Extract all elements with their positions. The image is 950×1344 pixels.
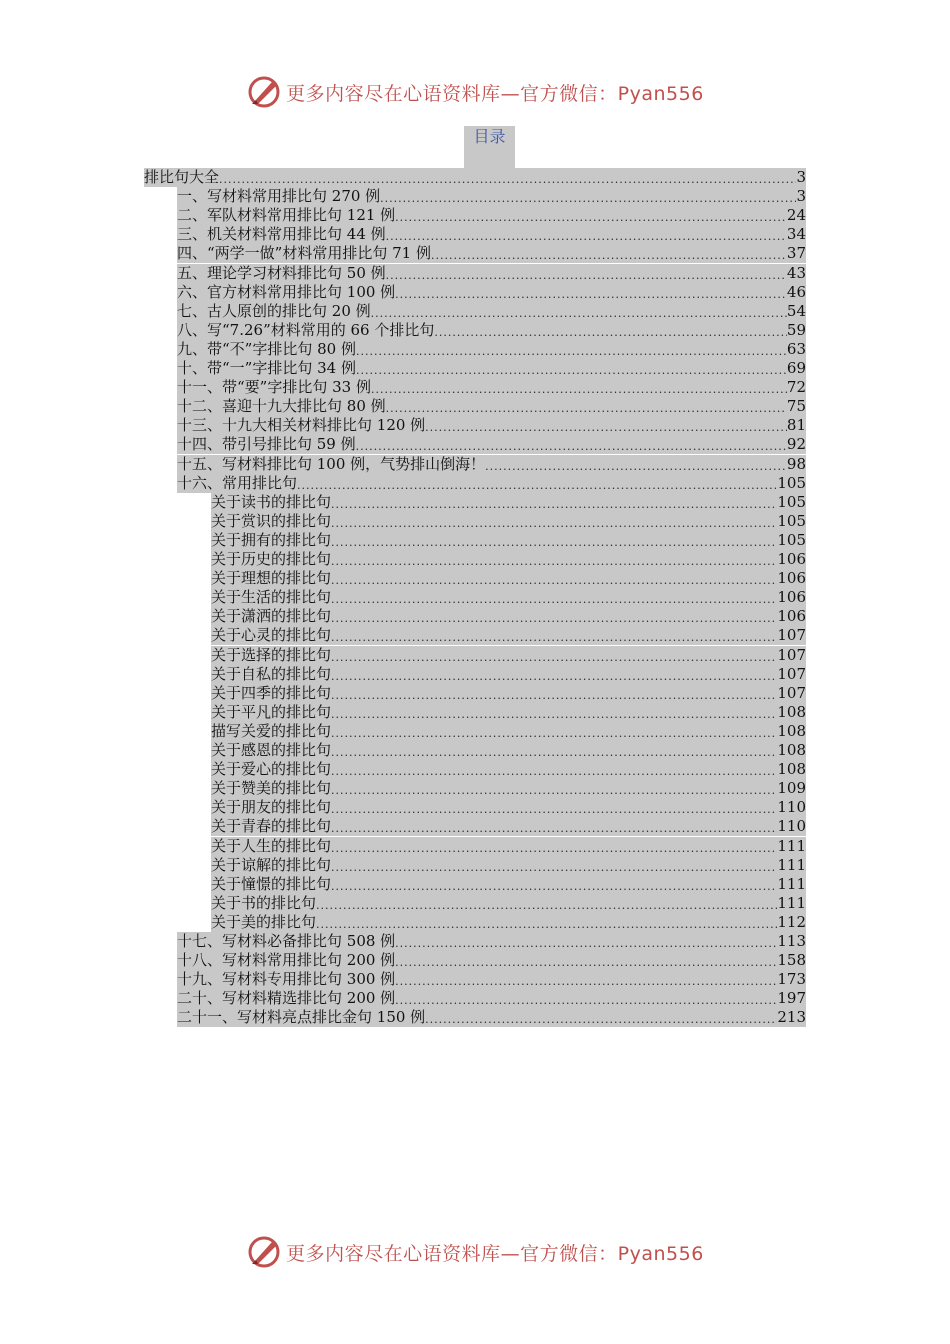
toc-entry-title: 二、军队材料常用排比句 121 例 bbox=[177, 206, 396, 225]
toc-entry-title: 三、机关材料常用排比句 44 例 bbox=[177, 225, 386, 244]
pen-seal-icon bbox=[246, 1234, 282, 1270]
toc-entry-title: 十五、写材料排比句 100 例，气势排山倒海！ bbox=[177, 454, 486, 473]
toc-entry-page: 106 bbox=[777, 588, 806, 607]
toc-entry-title: 关于生活的排比句 bbox=[211, 588, 332, 607]
toc-dot-leader bbox=[331, 841, 777, 856]
toc-entry-page: 110 bbox=[777, 798, 806, 817]
toc-entry-title: 关于赞美的排比句 bbox=[211, 779, 332, 798]
toc-entry-title: 关于选择的排比句 bbox=[211, 645, 332, 664]
toc-entry[interactable] bbox=[177, 435, 806, 454]
toc-entry-title: 五、理论学习材料排比句 50 例 bbox=[177, 263, 386, 282]
toc-dot-leader bbox=[356, 363, 787, 378]
toc-entry-page: 37 bbox=[786, 244, 806, 263]
toc-entry-title: 十九、写材料专用排比句 300 例 bbox=[177, 970, 396, 989]
toc-dot-leader bbox=[431, 248, 787, 263]
toc-entry[interactable] bbox=[177, 225, 806, 244]
toc-entry-title: 关于美的排比句 bbox=[211, 912, 317, 931]
toc-entry-title: 二十、写材料精选排比句 200 例 bbox=[177, 989, 396, 1008]
toc-dot-leader bbox=[331, 630, 777, 645]
toc-entry-page: 98 bbox=[786, 454, 806, 473]
toc-entry[interactable] bbox=[177, 321, 806, 340]
footer-banner bbox=[0, 1232, 950, 1272]
toc-entry-page: 3 bbox=[796, 187, 806, 206]
toc-entry-title: 十六、常用排比句 bbox=[177, 473, 298, 492]
toc-entry[interactable] bbox=[211, 626, 806, 645]
toc-entry-page: 111 bbox=[777, 874, 806, 893]
toc-entry[interactable] bbox=[177, 378, 806, 397]
toc-entry[interactable] bbox=[211, 837, 806, 856]
toc-dot-leader bbox=[386, 268, 787, 283]
toc-entry-title: 关于潇洒的排比句 bbox=[211, 607, 332, 626]
footer-banner-text: 更多内容尽在心语资料库—官方微信：Pyan556 bbox=[286, 1242, 704, 1265]
toc-entry-page: 3 bbox=[796, 168, 806, 187]
toc-entry[interactable] bbox=[211, 817, 806, 836]
toc-entry[interactable] bbox=[177, 187, 806, 206]
toc-dot-leader bbox=[297, 478, 777, 493]
toc-entry-page: 81 bbox=[786, 416, 806, 435]
toc-entry[interactable] bbox=[177, 989, 806, 1008]
toc-entry[interactable] bbox=[211, 798, 806, 817]
toc-dot-leader bbox=[331, 879, 777, 894]
toc-entry[interactable] bbox=[211, 722, 806, 741]
toc-dot-leader bbox=[356, 344, 787, 359]
header-banner bbox=[0, 72, 950, 112]
toc-dot-leader bbox=[219, 172, 796, 187]
toc-dot-leader bbox=[371, 306, 787, 321]
toc-dot-leader bbox=[356, 439, 787, 454]
toc-entry[interactable] bbox=[177, 932, 806, 951]
toc-entry-page: 158 bbox=[777, 951, 806, 970]
toc-entry-page: 213 bbox=[777, 1008, 806, 1027]
toc-entry[interactable] bbox=[211, 531, 806, 550]
toc-entry-page: 105 bbox=[777, 492, 806, 511]
toc-dot-leader bbox=[331, 860, 777, 875]
toc-entry-title: 关于感恩的排比句 bbox=[211, 741, 332, 760]
toc-entry-page: 108 bbox=[777, 760, 806, 779]
toc-entry[interactable] bbox=[211, 684, 806, 703]
toc-dot-leader bbox=[386, 229, 787, 244]
toc-entry[interactable] bbox=[211, 913, 806, 932]
toc-entry[interactable] bbox=[177, 951, 806, 970]
toc-entry[interactable] bbox=[177, 397, 806, 416]
toc-dot-leader bbox=[331, 535, 777, 550]
toc-dot-leader bbox=[331, 688, 777, 703]
toc-dot-leader bbox=[331, 592, 777, 607]
toc-entry[interactable] bbox=[211, 779, 806, 798]
toc-entry-page: 108 bbox=[777, 721, 806, 740]
toc-entry-page: 69 bbox=[786, 359, 806, 378]
toc-entry-page: 34 bbox=[786, 225, 806, 244]
toc-entry-page: 106 bbox=[777, 569, 806, 588]
toc-entry[interactable] bbox=[177, 340, 806, 359]
toc-entry-page: 43 bbox=[786, 263, 806, 282]
toc-entry[interactable] bbox=[211, 569, 806, 588]
toc-dot-leader bbox=[331, 745, 777, 760]
toc-entry-title: 十七、写材料必备排比句 508 例 bbox=[177, 932, 396, 951]
toc-entry-page: 24 bbox=[786, 206, 806, 225]
toc-entry-title: 关于自私的排比句 bbox=[211, 664, 332, 683]
toc-dot-leader bbox=[425, 1012, 777, 1027]
toc-entry-page: 63 bbox=[786, 339, 806, 358]
toc-entry[interactable] bbox=[211, 512, 806, 531]
toc-entry-title: 关于青春的排比句 bbox=[211, 817, 332, 836]
toc-entry-title: 排比句大全 bbox=[144, 168, 220, 187]
toc-dot-leader bbox=[331, 611, 777, 626]
toc-entry[interactable] bbox=[177, 283, 806, 302]
toc-entry[interactable] bbox=[211, 703, 806, 722]
toc-entry-page: 106 bbox=[777, 607, 806, 626]
toc-entry-page: 72 bbox=[786, 378, 806, 397]
toc-entry-title: 关于理想的排比句 bbox=[211, 569, 332, 588]
toc-entry-title: 十、带“一”字排比句 34 例 bbox=[177, 359, 356, 378]
toc-entry-title: 关于历史的排比句 bbox=[211, 550, 332, 569]
toc-entry-page: 113 bbox=[777, 932, 806, 951]
toc-entry-page: 110 bbox=[777, 817, 806, 836]
toc-entry[interactable] bbox=[177, 474, 806, 493]
toc-entry-page: 197 bbox=[777, 989, 806, 1008]
toc-entry[interactable] bbox=[211, 856, 806, 875]
toc-entry[interactable] bbox=[177, 416, 806, 435]
toc-dot-leader bbox=[331, 669, 777, 684]
toc-entry-page: 111 bbox=[777, 836, 806, 855]
toc-dot-leader bbox=[331, 783, 777, 798]
toc-entry[interactable] bbox=[211, 607, 806, 626]
toc-entry-title: 二十一、写材料亮点排比金句 150 例 bbox=[177, 1008, 426, 1027]
toc-entry-title: 四、“两学一做”材料常用排比句 71 例 bbox=[177, 244, 431, 263]
toc-entry-title: 关于四季的排比句 bbox=[211, 683, 332, 702]
toc-dot-leader bbox=[316, 917, 777, 932]
toc-entry[interactable] bbox=[211, 665, 806, 684]
toc-entry[interactable] bbox=[211, 875, 806, 894]
toc-entry-title: 关于朋友的排比句 bbox=[211, 798, 332, 817]
pen-seal-icon bbox=[246, 74, 282, 110]
toc-dot-leader bbox=[434, 325, 787, 340]
toc-dot-leader bbox=[316, 898, 777, 913]
toc-dot-leader bbox=[331, 516, 777, 531]
toc-entry[interactable] bbox=[211, 760, 806, 779]
toc-entry-page: 111 bbox=[777, 893, 806, 912]
toc-entry[interactable] bbox=[177, 244, 806, 263]
toc-dot-leader bbox=[485, 459, 787, 474]
toc-entry-title: 关于心灵的排比句 bbox=[211, 626, 332, 645]
toc-entry-title: 关于赏识的排比句 bbox=[211, 511, 332, 530]
toc-entry[interactable] bbox=[177, 1008, 806, 1027]
toc-entry[interactable] bbox=[211, 550, 806, 569]
toc-entry[interactable] bbox=[211, 588, 806, 607]
toc-dot-leader bbox=[395, 955, 777, 970]
toc-entry[interactable] bbox=[177, 455, 806, 474]
toc-entry-title: 十二、喜迎十九大排比句 80 例 bbox=[177, 397, 386, 416]
toc-dot-leader bbox=[331, 726, 777, 741]
toc-entry[interactable] bbox=[211, 493, 806, 512]
toc-entry[interactable] bbox=[177, 359, 806, 378]
toc-entry-title: 九、带“不”字排比句 80 例 bbox=[177, 339, 356, 358]
toc-dot-leader bbox=[331, 764, 777, 779]
toc-entry-title: 一、写材料常用排比句 270 例 bbox=[177, 187, 381, 206]
toc-entry-page: 106 bbox=[777, 550, 806, 569]
toc-dot-leader bbox=[395, 974, 777, 989]
toc-entry-title: 关于憧憬的排比句 bbox=[211, 874, 332, 893]
toc-entry-title: 七、古人原创的排比句 20 例 bbox=[177, 301, 371, 320]
toc-entry-page: 107 bbox=[777, 626, 806, 645]
toc-entry-page: 92 bbox=[786, 435, 806, 454]
toc-dot-leader bbox=[395, 210, 787, 225]
toc-entry-title: 十三、十九大相关材料排比句 120 例 bbox=[177, 416, 426, 435]
toc-dot-leader bbox=[395, 287, 787, 302]
toc-entry-page: 75 bbox=[786, 397, 806, 416]
toc-dot-leader bbox=[331, 821, 777, 836]
toc-dot-leader bbox=[331, 497, 777, 512]
toc-entry-page: 54 bbox=[786, 301, 806, 320]
toc-dot-leader bbox=[380, 191, 796, 206]
toc-entry-page: 105 bbox=[777, 530, 806, 549]
toc-entry-page: 107 bbox=[777, 664, 806, 683]
toc-entry-title: 关于谅解的排比句 bbox=[211, 855, 332, 874]
toc-dot-leader bbox=[331, 650, 777, 665]
toc-entry-page: 173 bbox=[777, 970, 806, 989]
toc-entry-page: 105 bbox=[777, 473, 806, 492]
toc-entry-title: 关于平凡的排比句 bbox=[211, 702, 332, 721]
toc-dot-leader bbox=[386, 401, 787, 416]
toc-entry-title: 十八、写材料常用排比句 200 例 bbox=[177, 951, 396, 970]
toc-dot-leader bbox=[395, 993, 777, 1008]
toc-dot-leader bbox=[425, 420, 787, 435]
toc-entry-page: 108 bbox=[777, 741, 806, 760]
toc-entry-page: 109 bbox=[777, 779, 806, 798]
toc-entry-title: 六、官方材料常用排比句 100 例 bbox=[177, 282, 396, 301]
toc-entry-page: 105 bbox=[777, 511, 806, 530]
toc-title: 目录 bbox=[464, 126, 515, 168]
toc-dot-leader bbox=[331, 573, 777, 588]
toc-dot-leader bbox=[371, 382, 787, 397]
toc-entry-page: 111 bbox=[777, 855, 806, 874]
toc-entry-title: 关于爱心的排比句 bbox=[211, 760, 332, 779]
toc-entry-page: 112 bbox=[777, 912, 806, 931]
toc-dot-leader bbox=[331, 707, 777, 722]
header-banner-text: 更多内容尽在心语资料库—官方微信：Pyan556 bbox=[286, 82, 704, 105]
toc-dot-leader bbox=[331, 802, 777, 817]
toc-entry-title: 关于书的排比句 bbox=[211, 893, 317, 912]
toc-entry-title: 八、写“7.26”材料常用的 66 个排比句 bbox=[177, 320, 435, 339]
toc-dot-leader bbox=[331, 554, 777, 569]
toc-entry-page: 107 bbox=[777, 645, 806, 664]
toc-entry[interactable] bbox=[211, 646, 806, 665]
toc-entry-page: 59 bbox=[786, 320, 806, 339]
toc-entry[interactable] bbox=[144, 168, 806, 187]
toc-entry-title: 关于人生的排比句 bbox=[211, 836, 332, 855]
toc-entry[interactable] bbox=[211, 741, 806, 760]
toc-entry[interactable] bbox=[177, 264, 806, 283]
toc-entry-title: 关于读书的排比句 bbox=[211, 492, 332, 511]
toc-entry-title: 十一、带“要”字排比句 33 例 bbox=[177, 378, 371, 397]
toc-dot-leader bbox=[395, 936, 777, 951]
toc-entry[interactable] bbox=[177, 302, 806, 321]
toc-entry-title: 十四、带引号排比句 59 例 bbox=[177, 435, 356, 454]
toc-entry[interactable] bbox=[211, 894, 806, 913]
toc-entry-page: 46 bbox=[786, 282, 806, 301]
toc-entry-title: 关于拥有的排比句 bbox=[211, 530, 332, 549]
toc-entry[interactable] bbox=[177, 206, 806, 225]
toc-entry-page: 107 bbox=[777, 683, 806, 702]
toc-entry[interactable] bbox=[177, 970, 806, 989]
toc-entry-title: 描写关爱的排比句 bbox=[211, 721, 332, 740]
toc-entry-page: 108 bbox=[777, 702, 806, 721]
